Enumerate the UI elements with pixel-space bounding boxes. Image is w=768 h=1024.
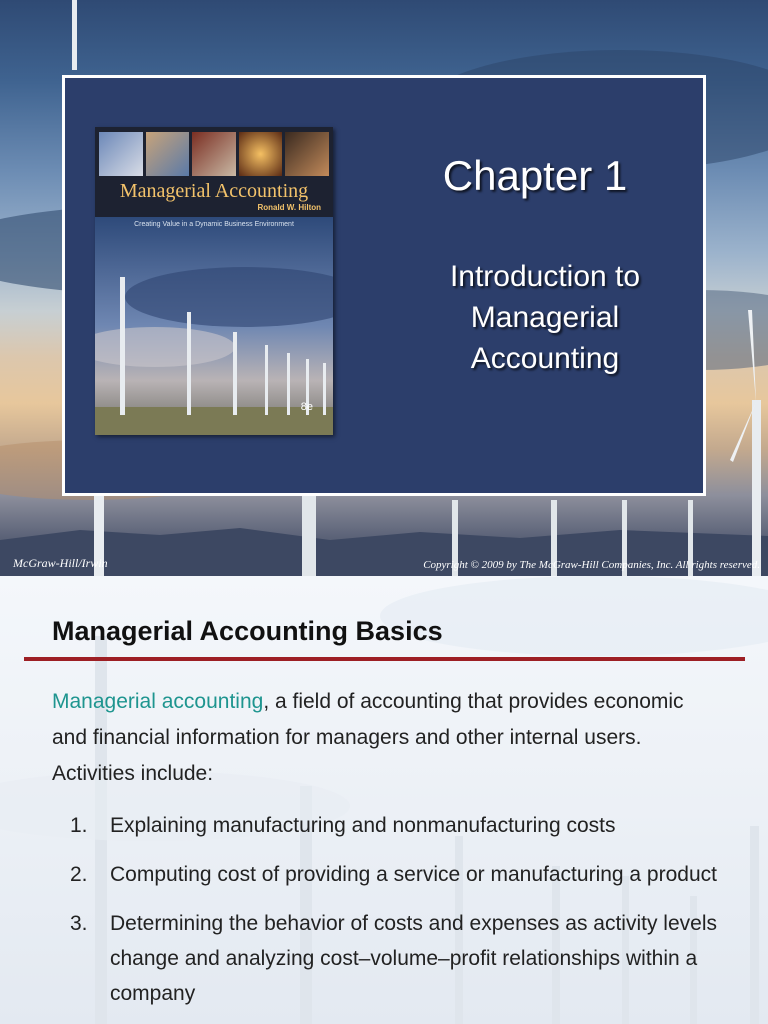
list-text: Computing cost of providing a service or manufacturing a product — [110, 863, 717, 886]
book-cover-image — [95, 127, 333, 435]
list-text: Explaining manufacturing and nonmanufacturing costs — [110, 814, 616, 837]
intro-text: , a field of accounting that provides economic and financial information for managers and other internal users. Activities include: — [52, 690, 684, 785]
subtitle-line: Accounting — [470, 342, 620, 375]
list-item — [70, 857, 730, 892]
book-photo-strip — [99, 132, 329, 176]
book-tagline: Creating Value in a Dynamic Business Environment — [134, 221, 294, 228]
title-divider — [24, 657, 745, 661]
content-slide — [0, 576, 768, 1024]
list-number: 3. — [70, 912, 88, 935]
key-term: Managerial accounting — [52, 690, 264, 713]
subtitle-line: Introduction to — [449, 260, 641, 293]
list-item — [70, 906, 730, 1011]
book-turbine-photo — [95, 217, 333, 435]
book-title: Managerial Accounting — [119, 180, 309, 202]
book-author: Ronald W. Hilton — [257, 203, 321, 212]
chapter-subtitle — [410, 256, 680, 379]
copyright-notice: Copyright © 2009 by The McGraw-Hill Companies, Inc. All rights reserved. — [423, 559, 760, 571]
list-item — [70, 808, 730, 843]
slide-title: Managerial Accounting Basics — [52, 616, 443, 646]
activities-list — [70, 808, 730, 1024]
publisher-label: McGraw-Hill/Irwin — [13, 556, 108, 570]
list-number: 1. — [70, 814, 88, 837]
list-number: 2. — [70, 863, 88, 886]
list-text: Determining the behavior of costs and expenses as activity levels change and analyzing cost–volume–profit relationships within a company — [110, 912, 717, 1005]
chapter-heading: Chapter 1 — [442, 152, 628, 199]
subtitle-line: Managerial — [470, 301, 620, 334]
book-edition: 8e — [300, 401, 313, 413]
intro-paragraph — [52, 684, 712, 792]
